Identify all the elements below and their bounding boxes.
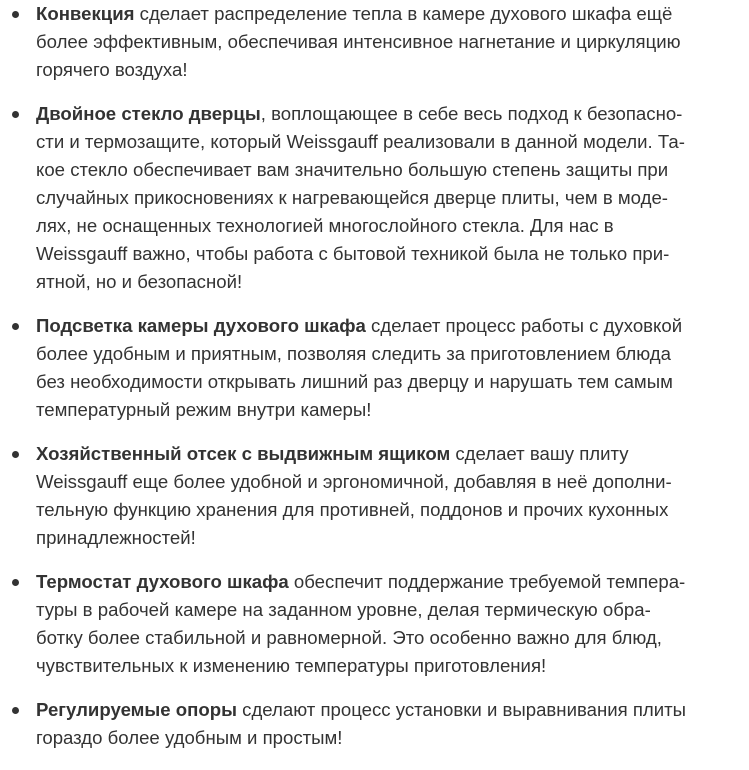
- feature-item-storage-drawer: [36, 440, 743, 552]
- feature-text: сти и термозащите, который Weissgauff реализовали в данной модели. Та-: [36, 131, 685, 152]
- feature-text: гораздо более удобным и простым!: [36, 727, 343, 748]
- feature-text: температурный режим внутри камеры!: [36, 399, 372, 420]
- feature-title: Термостат духового шкафа: [36, 571, 289, 592]
- feature-text: случайных прикосновениях к нагревающейся дверце плиты, чем в моде-: [36, 187, 668, 208]
- feature-title: Хозяйственный отсек с выдвижным ящиком: [36, 443, 451, 464]
- feature-item-oven-light: [36, 312, 743, 424]
- feature-item-adjustable-feet: [36, 696, 743, 752]
- feature-text: без необходимости открывать лишний раз дверцу и нарушать тем самым: [36, 371, 673, 392]
- feature-text: чувствительных к изменению температуры приготовления!: [36, 655, 547, 676]
- feature-line: [36, 0, 743, 28]
- bullet-icon: [12, 323, 19, 330]
- feature-text: сделает распределение тепла в камере духового шкафа ещё: [134, 3, 673, 24]
- feature-title: Подсветка камеры духового шкафа: [36, 315, 366, 336]
- feature-text: ятной, но и безопасной!: [36, 271, 243, 292]
- feature-title: Двойное стекло дверцы: [36, 103, 261, 124]
- feature-item-convection: [36, 0, 743, 84]
- feature-text: ботку более стабильной и равномерной. Это особенно важно для блюд,: [36, 627, 662, 648]
- feature-text: сделает процесс работы с духовкой: [365, 315, 683, 336]
- bullet-icon: [12, 111, 19, 118]
- feature-title: Регулируемые опоры: [36, 699, 237, 720]
- feature-text: Weissgauff важно, чтобы работа с бытовой техникой была не только при-: [36, 243, 670, 264]
- bullet-icon: [12, 579, 19, 586]
- feature-item-double-glass: [36, 100, 743, 296]
- feature-text: горячего воздуха!: [36, 59, 188, 80]
- feature-title: Конвекция: [36, 3, 135, 24]
- feature-text: обеспечит поддержание требуемой темпера-: [288, 571, 686, 592]
- feature-text: более эффективным, обеспечивая интенсивное нагнетание и циркуляцию: [36, 31, 681, 52]
- feature-line: [36, 440, 743, 468]
- feature-text: лях, не оснащенных технологией многослойного стекла. Для нас в: [36, 215, 614, 236]
- feature-line: [36, 100, 743, 128]
- feature-text: , воплощающее в себе весь подход к безопасно-: [260, 103, 683, 124]
- bullet-icon: [12, 707, 19, 714]
- feature-text: более удобным и приятным, позволяя следить за приготовлением блюда: [36, 343, 671, 364]
- feature-text: сделают процесс установки и выравнивания плиты: [237, 699, 687, 720]
- feature-text: тельную функцию хранения для противней, поддонов и прочих кухонных: [36, 499, 669, 520]
- feature-text: туры в рабочей камере на заданном уровне, делая термическую обра-: [36, 599, 651, 620]
- feature-line: [36, 696, 743, 724]
- feature-line: [36, 312, 743, 340]
- feature-text: Weissgauff еще более удобной и эргономичной, добавляя в неё дополни-: [36, 471, 672, 492]
- feature-text: принадлежностей!: [36, 527, 196, 548]
- feature-text: сделает вашу плиту: [450, 443, 629, 464]
- bullet-icon: [12, 11, 19, 18]
- feature-line: [36, 568, 743, 596]
- bullet-icon: [12, 451, 19, 458]
- feature-item-thermostat: [36, 568, 743, 680]
- feature-text: кое стекло обеспечивает вам значительно большую степень защиты при: [36, 159, 669, 180]
